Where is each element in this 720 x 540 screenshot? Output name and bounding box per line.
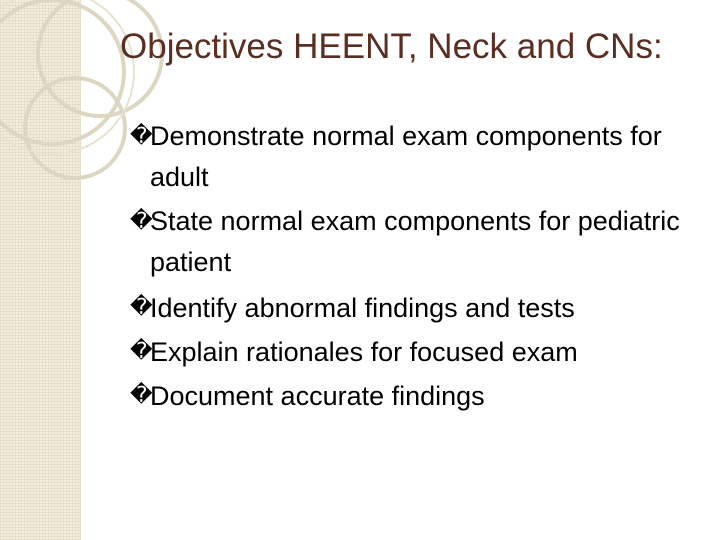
list-item	[130, 201, 690, 283]
bullet-icon: �	[130, 295, 153, 320]
list-item-text: Identify abnormal findings and tests	[150, 293, 575, 323]
list-item-text: Demonstrate normal exam components for adult	[150, 121, 662, 192]
list-item-text: Document accurate findings	[150, 381, 485, 411]
bullet-icon: �	[130, 339, 153, 364]
list-item	[130, 116, 690, 198]
list-item	[130, 374, 690, 418]
list-item-text: State normal exam components for pediatric patient	[150, 206, 680, 277]
slide-title: Objectives HEENT, Neck and CNs:	[120, 27, 663, 66]
bullet-icon: �	[130, 209, 153, 234]
list-item-text: Explain rationales for focused exam	[150, 337, 578, 367]
side-texture-band	[0, 0, 81, 540]
list-item	[130, 330, 690, 374]
list-item	[130, 286, 690, 330]
bullet-icon: �	[130, 124, 153, 149]
objectives-list	[130, 116, 690, 418]
bullet-icon: �	[130, 383, 153, 408]
